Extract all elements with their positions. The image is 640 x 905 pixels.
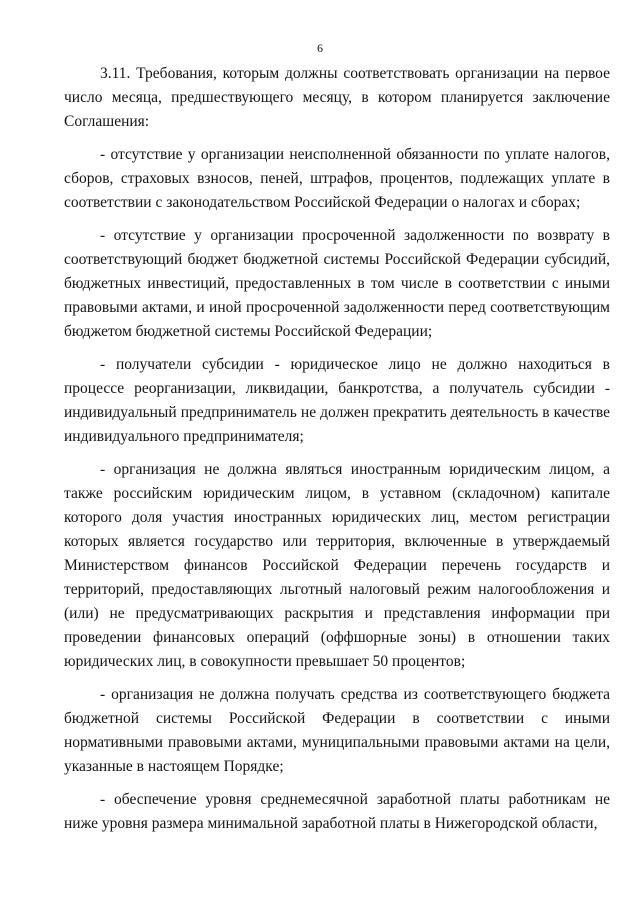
- requirement-paragraph: - организация не должна получать средства из соответствующего бюджета бюджетной системы Российской Федерации в соответствии с иными нормативными правовыми актами, муниципальными правовыми актами на цели, указанные в настоящем Порядке;: [64, 686, 610, 775]
- requirement-paragraph: - обеспечение уровня среднемесячной заработной платы работникам не ниже уровня размера минимальной заработной платы в Нижегородской области,: [64, 791, 610, 832]
- document-body: [64, 62, 610, 845]
- requirement-paragraph: - отсутствие у организации неисполненной обязанности по уплате налогов, сборов, страховых взносов, пеней, штрафов, процентов, подлежащих уплате в соответствии с законодательством Российской Федерации о налогах и сборах;: [64, 146, 610, 211]
- requirement-paragraph: - отсутствие у организации просроченной задолженности по возврату в соответствующий бюджет бюджетной системы Российской Федерации субсидий, бюджетных инвестиций, предоставленных в том числе в соответствии с иными правовыми актами, и иной просроченной задолженности перед соответствующим бюджетом бюджетной системы Российской Федерации;: [64, 227, 610, 340]
- page-number: 6: [317, 41, 323, 55]
- requirement-paragraph: - получатели субсидии - юридическое лицо не должно находиться в процессе реорганизации, ликвидации, банкротства, а получатель субсидии - индивидуальный предприниматель не должен прекратить деятельность в качестве индивидуального предпринимателя;: [64, 356, 610, 445]
- requirement-paragraph: - организация не должна являться иностранным юридическим лицом, а также российским юридическим лицом, в уставном (складочном) капитале которого доля участия иностранных юридических лиц, местом регистрации которых является государство или территория, включенные в утверждаемый Министерством финансов Российской Федерации перечень государств и территорий, предоставляющих льготный налоговый режим налогообложения и (или) не предусматривающих раскрытия и представления информации при проведении финансовых операций (оффшорные зоны) в отношении таких юридических лиц, в совокупности превышает 50 процентов;: [64, 461, 610, 670]
- section-heading-paragraph: 3.11. Требования, которым должны соответствовать организации на первое число месяца, предшествующего месяцу, в котором планируется заключение Соглашения:: [64, 65, 610, 130]
